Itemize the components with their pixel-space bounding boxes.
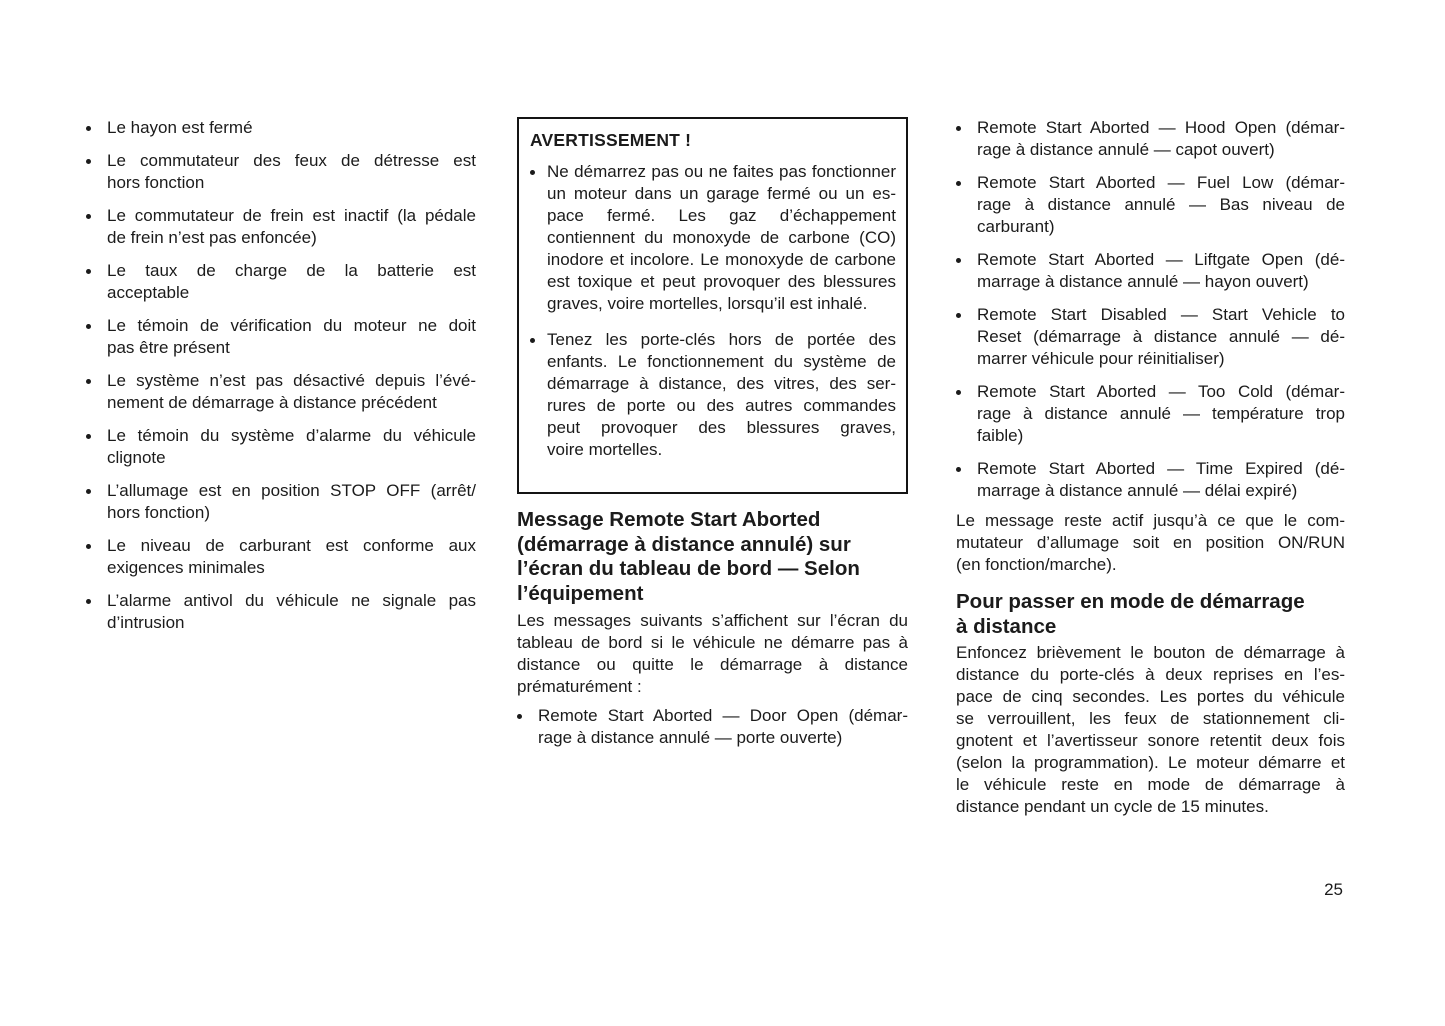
text-line: rage à distance annulé — capot ouvert) — [977, 140, 1275, 159]
text-line: rage à distance annulé — porte ouverte) — [538, 728, 843, 747]
text-line: distance pendant un cycle de 15 minutes. — [956, 797, 1269, 816]
text-line: Message Remote Start Aborted — [517, 508, 821, 531]
text-line: (selon la programmation). Le moteur démarre et — [956, 753, 1345, 772]
text-line: Le message reste actif jusqu’à ce que le com- — [956, 511, 1345, 530]
list-item-text — [977, 304, 1345, 370]
list-item — [956, 117, 1345, 161]
list-item — [86, 117, 476, 139]
text-line: hors fonction) — [107, 503, 210, 522]
text-line: inodore et incolore. Le monoxyde de carbone — [547, 250, 896, 269]
text-line: graves, voire mortelles, lorsqu’il est inhalé. — [547, 294, 868, 313]
list-item — [86, 205, 476, 249]
bullet-dot-icon — [86, 150, 107, 194]
bullet-dot-icon — [956, 117, 977, 161]
text-line: pace de cinq secondes. Les portes du véhicule — [956, 687, 1345, 706]
text-line: Le niveau de carburant est conforme aux — [107, 536, 476, 555]
list-item-text — [107, 480, 476, 524]
text-line: pas être présent — [107, 338, 230, 357]
list-item — [86, 480, 476, 524]
list-item — [86, 535, 476, 579]
column-messages-and-entry — [956, 117, 1345, 818]
list-item-text — [538, 705, 908, 749]
text-line: démarrage à distance, des vitres, des ser- — [547, 374, 896, 393]
column-conditions-list — [86, 117, 476, 634]
text-line: Le témoin de vérification du moteur ne doit — [107, 316, 476, 335]
bullet-dot-icon — [86, 480, 107, 524]
text-line: acceptable — [107, 283, 190, 302]
text-line: Remote Start Aborted — Fuel Low (démar- — [977, 173, 1345, 192]
warning-item — [530, 329, 896, 461]
bullet-dot-icon — [956, 458, 977, 502]
text-line: prématurément : — [517, 677, 642, 696]
paragraph — [956, 642, 1345, 818]
bullet-dot-icon — [86, 590, 107, 634]
text-line: mutateur d’allumage soit en position ON/RUN — [956, 533, 1345, 552]
list-item — [956, 458, 1345, 502]
bullet-dot-icon — [86, 117, 107, 139]
list-item-text — [107, 117, 476, 139]
text-line: L’alarme antivol du véhicule ne signale pas — [107, 591, 476, 610]
text-line: un moteur dans un garage fermé ou un es- — [547, 184, 896, 203]
bullet-dot-icon — [517, 705, 538, 749]
warning-item — [530, 161, 896, 315]
text-line: marrage à distance annulé — délai expiré) — [977, 481, 1298, 500]
text-line: gnotent et l’avertisseur sonore retentit deux fois — [956, 731, 1345, 750]
text-line: à distance — [956, 614, 1057, 638]
text-line: faible) — [977, 426, 1024, 445]
paragraph — [956, 510, 1345, 576]
paragraph — [517, 610, 908, 698]
bullet-dot-icon — [86, 260, 107, 304]
text-line: enfants. Le fonctionnement du système de — [547, 352, 896, 371]
warning-title: AVERTISSEMENT ! — [530, 130, 692, 150]
list-item-text — [107, 315, 476, 359]
text-line: se verrouillent, les feux de stationnement cli- — [956, 709, 1345, 728]
text-line: Remote Start Aborted — Too Cold (démar- — [977, 382, 1345, 401]
text-line: Remote Start Disabled — Start Vehicle to — [977, 305, 1345, 324]
text-line: est toxique et peut provoquer des blessures — [547, 272, 896, 291]
text-line: rures de porte ou des autres commandes — [547, 396, 896, 415]
list-item-text — [977, 458, 1345, 502]
bullet-dot-icon — [530, 329, 547, 461]
text-line: nement de démarrage à distance précédent — [107, 393, 437, 412]
text-line: Le commutateur des feux de détresse est — [107, 151, 476, 170]
text-line: le véhicule reste en mode de démarrage à — [956, 775, 1345, 794]
list-item — [86, 260, 476, 304]
text-line: clignote — [107, 448, 166, 467]
text-line: l’écran du tableau de bord — Selon — [517, 557, 860, 580]
bullet-dot-icon — [86, 425, 107, 469]
bullet-dot-icon — [956, 249, 977, 293]
message-list — [956, 117, 1345, 502]
text-line: Ne démarrez pas ou ne faites pas fonctionner — [547, 162, 896, 181]
bullet-dot-icon — [86, 535, 107, 579]
list-item — [86, 590, 476, 634]
list-item-text — [977, 117, 1345, 161]
text-line: marrage à distance annulé — hayon ouvert) — [977, 272, 1309, 291]
list-item-text — [107, 370, 476, 414]
text-line: de frein n’est pas enfoncée) — [107, 228, 317, 247]
list-item-text — [107, 590, 476, 634]
list-item-text — [977, 381, 1345, 447]
list-item — [86, 150, 476, 194]
page-number: 25 — [1324, 880, 1343, 899]
bullet-dot-icon — [956, 381, 977, 447]
list-item-text — [107, 535, 476, 579]
list-item — [86, 370, 476, 414]
text-line: Le système n’est pas désactivé depuis l’évé- — [107, 371, 476, 390]
list-item-text — [977, 249, 1345, 293]
bullet-dot-icon — [86, 205, 107, 249]
text-line: exigences minimales — [107, 558, 265, 577]
text-line: carburant) — [977, 217, 1055, 236]
text-line: hors fonction — [107, 173, 205, 192]
warning-box — [517, 117, 908, 494]
bullet-dot-icon — [956, 304, 977, 370]
bullet-dot-icon — [86, 370, 107, 414]
text-line: Remote Start Aborted — Door Open (démar- — [538, 706, 908, 725]
text-line: (en fonction/marche). — [956, 555, 1117, 574]
list-item — [86, 425, 476, 469]
text-line: rage à distance annulé — température trop — [977, 404, 1345, 423]
text-line: contiennent du monoxyde de carbone (CO) — [547, 228, 896, 247]
text-line: d’intrusion — [107, 613, 185, 632]
text-line: distance du porte-clés à deux reprises en l’es- — [956, 665, 1345, 684]
list-item — [86, 315, 476, 359]
text-line: Le commutateur de frein est inactif (la pédale — [107, 206, 476, 225]
text-line: rage à distance annulé — Bas niveau de — [977, 195, 1345, 214]
text-line: Pour passer en mode de démarrage — [956, 590, 1305, 613]
list-item-text — [107, 205, 476, 249]
text-line: Reset (démarrage à distance annulé — dé- — [977, 327, 1345, 346]
text-line: marrer véhicule pour réinitialiser) — [977, 349, 1225, 368]
list-item — [517, 705, 908, 749]
text-line: voire mortelles. — [547, 440, 663, 459]
text-line: tableau de bord si le véhicule ne démarre pas à — [517, 633, 908, 652]
text-line: Remote Start Aborted — Time Expired (dé- — [977, 459, 1345, 478]
text-line: Le hayon est fermé — [107, 118, 253, 137]
text-line: l’équipement — [517, 581, 644, 605]
bullet-dot-icon — [956, 172, 977, 238]
text-line: (démarrage à distance annulé) sur — [517, 532, 851, 556]
warning-item-text — [547, 161, 896, 315]
list-item-text — [107, 150, 476, 194]
list-item — [956, 381, 1345, 447]
text-line: pace fermé. Les gaz d’échappement — [547, 206, 896, 225]
section-heading — [517, 508, 908, 606]
text-line: L’allumage est en position STOP OFF (arrêt/ — [107, 481, 476, 500]
bullet-dot-icon — [86, 315, 107, 359]
text-line: Remote Start Aborted — Liftgate Open (dé- — [977, 250, 1345, 269]
text-line: peut provoquer des blessures graves, — [547, 418, 896, 437]
list-item-text — [107, 425, 476, 469]
text-line: Les messages suivants s’affichent sur l’écran du — [517, 611, 908, 630]
section-heading — [956, 590, 1345, 639]
list-item — [956, 304, 1345, 370]
text-line: Le témoin du système d’alarme du véhicule — [107, 426, 476, 445]
bullet-dot-icon — [530, 161, 547, 315]
section-remote-start-aborted-message — [517, 508, 908, 749]
text-line: distance ou quitte le démarrage à distance — [517, 655, 908, 674]
text-line: Tenez les porte-clés hors de portée des — [547, 330, 896, 349]
warning-item-text — [547, 329, 896, 461]
list-item — [956, 172, 1345, 238]
list-item-text — [977, 172, 1345, 238]
list-item — [956, 249, 1345, 293]
text-line: Enfoncez brièvement le bouton de démarrage à — [956, 643, 1345, 662]
text-line: Remote Start Aborted — Hood Open (démar- — [977, 118, 1345, 137]
list-item-text — [107, 260, 476, 304]
text-line: Le taux de charge de la batterie est — [107, 261, 476, 280]
